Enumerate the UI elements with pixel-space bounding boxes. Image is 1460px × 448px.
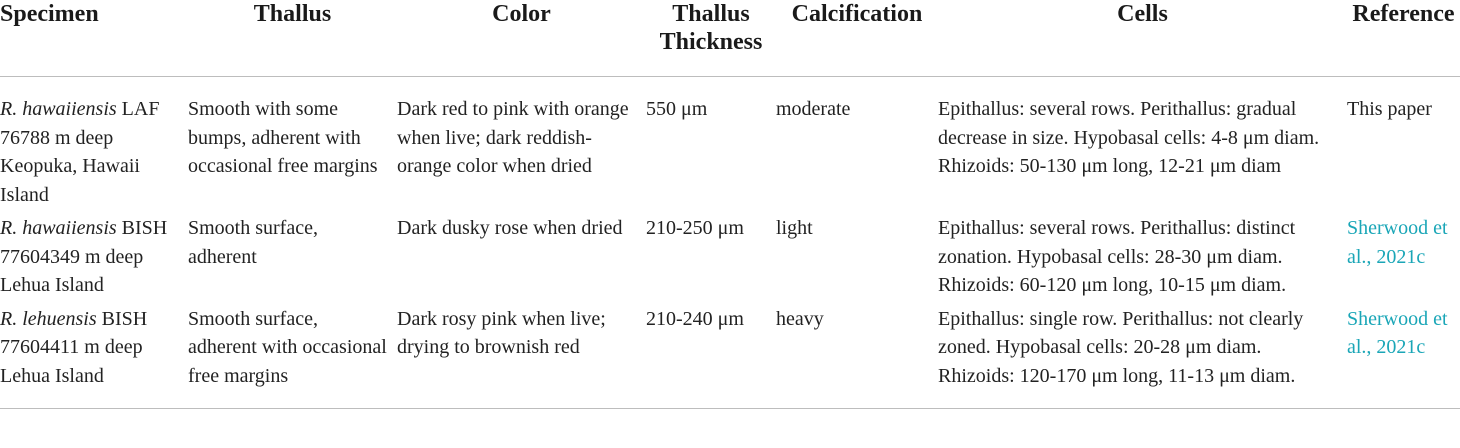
header-row: [0, 0, 1460, 77]
header-reference: Reference: [1347, 0, 1460, 77]
cell-color: Dark rosy pink when live; drying to brownish red: [397, 300, 646, 409]
cell-reference: This paper: [1347, 98, 1432, 120]
header-color: Color: [397, 0, 646, 77]
species-name: R. hawaiiensis: [0, 98, 117, 120]
cell-cells: Epithallus: single row. Perithallus: not clearly zoned. Hypobasal cells: 20-28 μm diam. Rhizoids: 120-170 μm long, 11-13 μm diam.: [938, 300, 1347, 409]
cell-cells: Epithallus: several rows. Perithallus: distinct zonation. Hypobasal cells: 28-30 μm diam. Rhizoids: 60-120 μm long, 10-15 μm diam.: [938, 217, 1296, 296]
cell-cells: Epithallus: several rows. Perithallus: gradual decrease in size. Hypobasal cells: 4-8 μm diam. Rhizoids: 50-130 μm long, 12-21 μm diam: [938, 98, 1320, 177]
header-thickness-line1: Thallus: [672, 1, 750, 27]
cell-thickness: 210-240 μm: [646, 300, 776, 409]
header-thickness-line2: Thickness: [659, 29, 763, 55]
cell-color: Dark dusky rose when dried: [397, 217, 623, 239]
cell-calcification: moderate: [776, 98, 851, 120]
cell-thickness: 550 μm: [646, 98, 708, 120]
specimen-details: BISH 77604411 m deep Lehua Island: [0, 307, 148, 387]
reference-link[interactable]: Sherwood et al., 2021c: [1347, 307, 1448, 358]
reference-link[interactable]: Sherwood et al., 2021c: [1347, 217, 1448, 268]
species-name: R. hawaiiensis: [0, 217, 117, 239]
cell-thallus: Smooth with some bumps, adherent with occasional free margins: [188, 98, 378, 177]
cell-reference: [1347, 209, 1460, 300]
header-calcification: Calcification: [776, 0, 938, 77]
cell-specimen: [0, 209, 188, 300]
cell-specimen: [0, 77, 188, 210]
cell-thallus: Smooth surface, adherent with occasional free margins: [188, 300, 397, 409]
cell-reference: [1347, 300, 1460, 409]
cell-thallus: Smooth surface, adherent: [188, 217, 318, 268]
table-row: [0, 77, 1460, 210]
table-row: [0, 209, 1460, 300]
specimen-details: LAF 76788 m deep Keopuka, Hawaii Island: [0, 98, 160, 206]
header-cells: Cells: [938, 0, 1347, 77]
table-row: [0, 300, 1460, 409]
header-thallus-thickness: [646, 0, 776, 77]
cell-calcification: light: [776, 217, 813, 239]
cell-color: Dark red to pink with orange when live; dark reddish-orange color when dried: [397, 98, 629, 177]
header-specimen: Specimen: [0, 0, 188, 77]
species-name: R. lehuensis: [0, 307, 97, 330]
cell-specimen: [0, 300, 188, 409]
specimen-details: BISH 77604349 m deep Lehua Island: [0, 217, 168, 296]
header-thallus: Thallus: [188, 0, 397, 77]
cell-thickness: 210-250 μm: [646, 217, 744, 239]
cell-calcification: heavy: [776, 300, 938, 409]
